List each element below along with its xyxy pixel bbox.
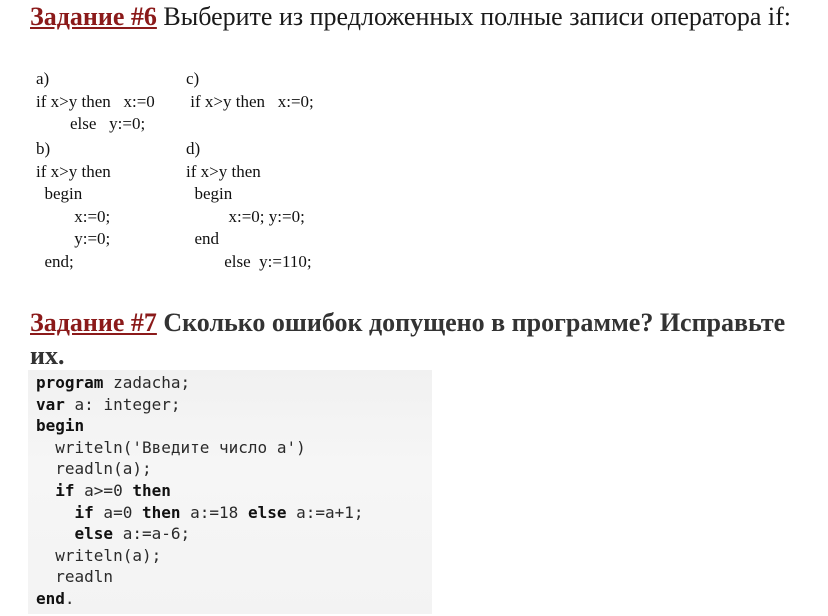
task-6-label: Задание #6 bbox=[30, 2, 157, 31]
code-text: a:=18 bbox=[180, 502, 248, 522]
code-line bbox=[36, 545, 161, 567]
code-text: readln(a); bbox=[36, 459, 152, 479]
code-text: a=0 bbox=[93, 502, 142, 522]
code-line bbox=[36, 437, 306, 459]
code-keyword: var bbox=[36, 394, 65, 414]
code-text: readln bbox=[36, 567, 114, 587]
option-d: d) if x>y then begin x:=0; y:=0; end else y:=110; bbox=[186, 139, 312, 271]
code-text: a>=0 bbox=[74, 481, 133, 500]
code-text: writeln(a); bbox=[36, 545, 162, 565]
code-keyword: if bbox=[55, 481, 75, 500]
code-text bbox=[36, 481, 55, 500]
code-text bbox=[36, 524, 75, 543]
program-code-image bbox=[28, 370, 432, 614]
code-line bbox=[36, 458, 152, 480]
code-keyword: then bbox=[132, 481, 171, 500]
code-text: zadacha; bbox=[103, 373, 191, 392]
code-line bbox=[36, 480, 171, 502]
code-text: a:=a+1; bbox=[286, 502, 364, 522]
code-keyword: program bbox=[36, 373, 104, 392]
code-line bbox=[36, 523, 190, 545]
code-text: a: integer; bbox=[64, 394, 181, 414]
task-6-text: Выберите из предложенных полные записи оператора if: bbox=[156, 2, 791, 31]
option-c: c) if x>y then x:=0; bbox=[186, 69, 314, 111]
code-keyword: if bbox=[74, 502, 94, 522]
option-b: b) if x>y then begin x:=0; y:=0; end; bbox=[36, 139, 111, 271]
code-text: writeln('Введите число a') bbox=[36, 437, 306, 457]
code-line bbox=[36, 394, 181, 416]
code-keyword: end bbox=[36, 589, 65, 608]
code-line bbox=[36, 588, 75, 610]
code-text: a:=a-6; bbox=[113, 524, 191, 544]
code-keyword: then bbox=[141, 502, 181, 522]
code-keyword: else bbox=[74, 524, 114, 544]
code-line bbox=[36, 372, 190, 394]
code-text bbox=[36, 503, 75, 522]
task-6-heading bbox=[30, 0, 810, 33]
option-a: a) if x>y then x:=0 else y:=0; bbox=[36, 69, 155, 133]
task-7-heading bbox=[30, 306, 810, 372]
code-line bbox=[36, 502, 364, 524]
code-line bbox=[36, 415, 84, 437]
task-7-text: Сколько ошибок допущено в программе? Исправьте их. bbox=[30, 308, 786, 370]
code-line bbox=[36, 566, 113, 588]
code-keyword: else bbox=[247, 502, 287, 522]
code-text: . bbox=[64, 589, 75, 608]
code-keyword: begin bbox=[36, 416, 85, 436]
task-7-label: Задание #7 bbox=[30, 308, 157, 337]
